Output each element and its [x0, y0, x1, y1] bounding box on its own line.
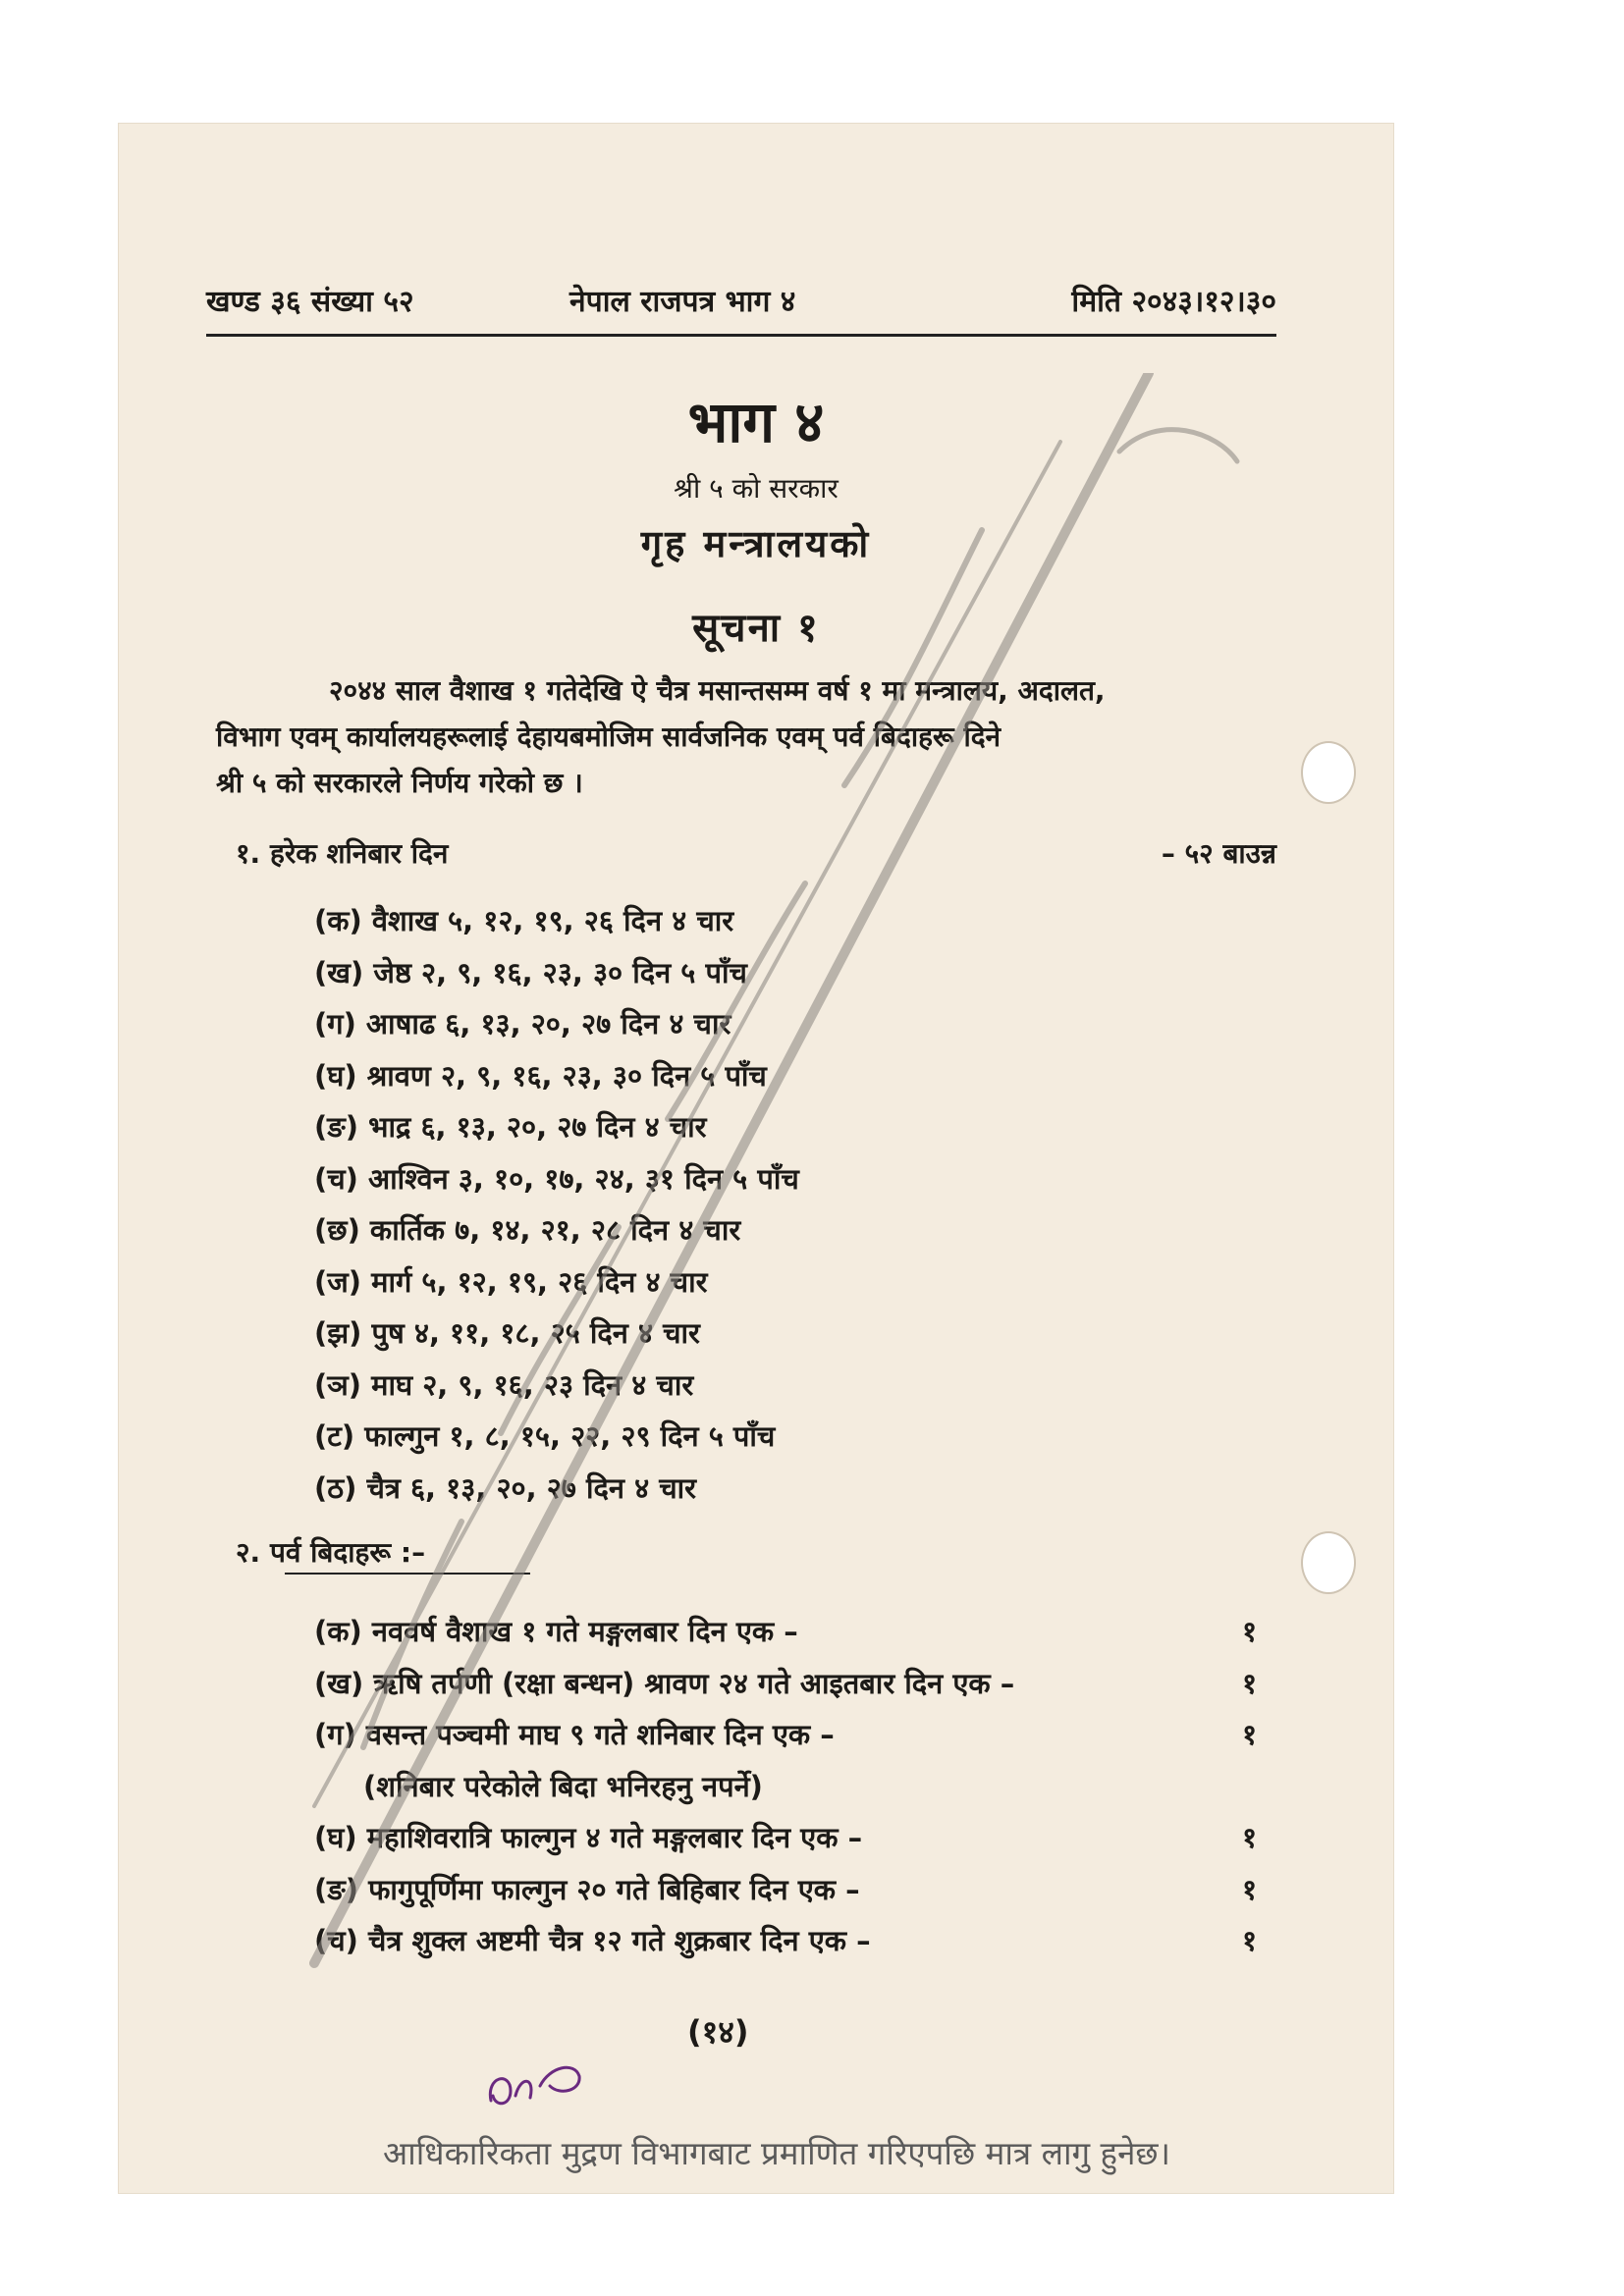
page-number: (१४) [687, 2013, 749, 2051]
intro-line: श्री ५ को सरकारले निर्णय गरेको छ । [216, 767, 583, 799]
section1-total: – ५२ बाउन्न [1161, 837, 1276, 870]
header-rule [206, 334, 1276, 337]
handwritten-signature [481, 2047, 599, 2125]
list-item: (ठ) चैत्र ६, १३, २०, २७ दिन ४ चार [314, 1470, 697, 1505]
saturday-list [314, 901, 799, 1520]
list-item: (ख) जेष्ठ २, ९, १६, २३, ३० दिन ५ पाँच [314, 955, 747, 989]
gazette-date: मिति २०४३।१२।३० [1071, 285, 1276, 319]
page-header [206, 280, 1276, 329]
list-item: (ग) वसन्त पञ्चमी माघ ९ गते शनिबार दिन एक – [314, 1718, 835, 1751]
punch-hole [1301, 1531, 1356, 1594]
section2-heading: २. पर्व बिदाहरू :– [236, 1536, 426, 1569]
list-item: (ङ) भाद्र ६, १३, २०, २७ दिन ४ चार [314, 1110, 707, 1144]
list-item: (ग) आषाढ ६, १३, २०, २७ दिन ४ चार [314, 1007, 731, 1041]
intro-line: विभाग एवम् कार्यालयहरूलाई देहायबमोजिम सार्वजनिक एवम् पर्व बिदाहरू दिने [216, 721, 1001, 753]
list-item: (घ) श्रावण २, ९, १६, २३, ३० दिन ५ पाँच [314, 1058, 767, 1093]
day-count: १ [1242, 1615, 1258, 1648]
part-title: भाग ४ [687, 389, 825, 455]
footer-note: आधिकारिकता मुद्रण विभागबाट प्रमाणित गरिएपछि मात्र लागु हुनेछ। [383, 2134, 1171, 2172]
intro-paragraph [216, 667, 1276, 806]
list-item: (ञ) माघ २, ९, १६, २३ दिन ४ चार [314, 1367, 694, 1402]
day-count: १ [1242, 1924, 1258, 1957]
day-count [1242, 1767, 1257, 1819]
notice-title: सूचना १ [692, 606, 820, 651]
list-item: (च) आश्विन ३, १०, १७, २४, ३१ दिन ५ पाँच [314, 1161, 799, 1196]
list-item: (घ) महाशिवरात्रि फाल्गुन ४ गते मङ्गलबार दिन एक – [314, 1821, 863, 1854]
section2-underline [285, 1573, 530, 1575]
day-count: १ [1242, 1821, 1258, 1854]
list-item: (क) वैशाख ५, १२, १९, २६ दिन ४ चार [314, 904, 734, 937]
festival-counts [1242, 1612, 1257, 1973]
intro-line: २०४४ साल वैशाख १ गतेदेखि ऐ चैत्र मसान्तसम्म वर्ष १ मा मन्त्रालय, अदालत, [329, 674, 1106, 707]
ministry-name: गृह मन्त्रालयको [640, 522, 872, 565]
list-item: (क) नववर्ष वैशाख १ गते मङ्गलबार दिन एक – [314, 1615, 798, 1648]
government-name: श्री ५ को सरकार [674, 472, 839, 505]
list-item: (छ) कार्तिक ७, १४, २१, २८ दिन ४ चार [314, 1213, 741, 1247]
list-item: (ज) मार्ग ५, १२, १९, २६ दिन ४ चार [314, 1264, 708, 1299]
volume-number: खण्ड ३६ संख्या ५२ [206, 285, 414, 319]
list-item-note: (शनिबार परेकोले बिदा भनिरहनु नपर्ने) [363, 1769, 763, 1803]
list-item: (ट) फाल्गुन १, ८, १५, २२, २९ दिन ५ पाँच [314, 1419, 776, 1453]
day-count: १ [1242, 1872, 1258, 1906]
list-item: (ङ) फागुपूर्णिमा फाल्गुन २० गते बिहिबार दिन एक – [314, 1872, 860, 1906]
list-item: (च) चैत्र शुक्ल अष्टमी चैत्र १२ गते शुक्रबार दिन एक – [314, 1924, 871, 1957]
list-item: (झ) पुष ४, ११, १८, २५ दिन ४ चार [314, 1316, 700, 1350]
day-count: १ [1242, 1718, 1258, 1751]
punch-hole [1301, 741, 1356, 804]
list-item: (ख) ऋषि तर्पणी (रक्षा बन्धन) श्रावण २४ गते आइतबार दिन एक – [314, 1666, 1015, 1700]
festival-list [314, 1612, 1014, 1973]
gazette-part: नेपाल राजपत्र भाग ४ [569, 285, 796, 319]
section1-heading: १. हरेक शनिबार दिन [236, 837, 449, 870]
day-count: १ [1242, 1666, 1258, 1700]
